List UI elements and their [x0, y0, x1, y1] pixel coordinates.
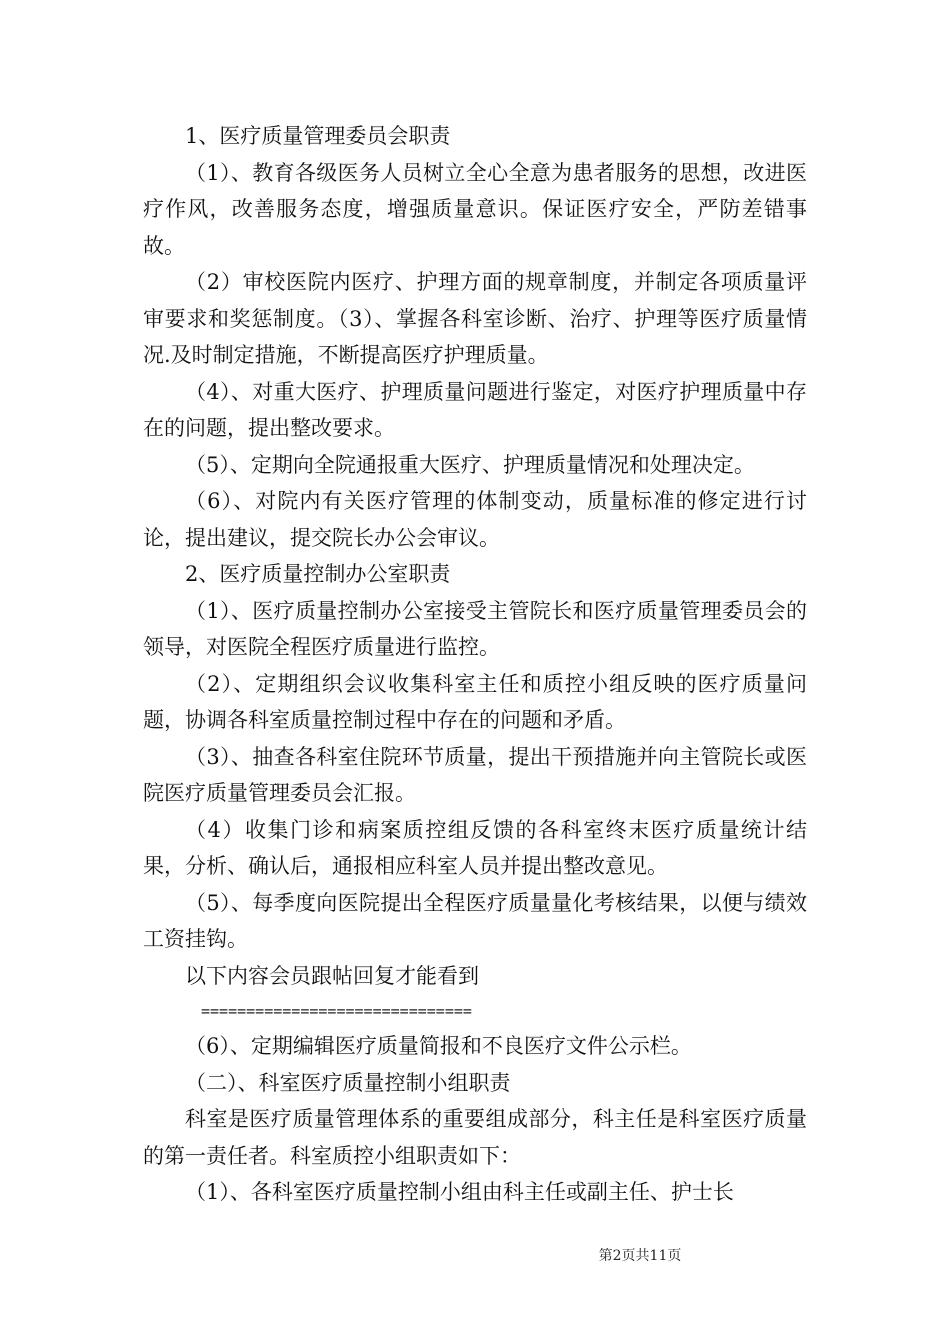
- section-heading: 1、医疗质量管理委员会职责: [185, 124, 451, 148]
- paragraph: （1）、教育各级医务人员树立全心全意为患者服务的思想，改进医疗作风，改善服务态度，增强质量意识。保证医疗安全，严防差错事故。: [143, 160, 807, 258]
- paragraph: （6）、对院内有关医疗管理的体制变动，质量标准的修定进行讨论，提出建议，提交院长办公会审议。: [143, 489, 807, 550]
- paragraph: （2）审校医院内医疗、护理方面的规章制度，并制定各项质量评审要求和奖惩制度。（3）、掌握各科室诊断、治疗、护理等医疗质量情况.及时制定措施，不断提高医疗护理质量。: [143, 270, 807, 367]
- paragraph: （1）、医疗质量控制办公室接受主管院长和医疗质量管理委员会的领导，对医院全程医疗质量进行监控。: [143, 598, 807, 659]
- section-heading: 2、医疗质量控制办公室职责: [185, 562, 451, 586]
- paragraph: （5）、每季度向医院提出全程医疗质量量化考核结果，以便与绩效工资挂钩。: [143, 890, 807, 951]
- paragraph: （6）、定期编辑医疗质量简报和不良医疗文件公示栏。: [185, 1034, 692, 1058]
- paragraph: （1）、各科室医疗质量控制小组由科主任或副主任、护士长: [185, 1180, 734, 1204]
- paragraph: （3）、抽查各科室住院环节质量，提出干预措施并向主管院长或医院医疗质量管理委员会汇报。: [143, 744, 807, 805]
- paragraph: 科室是医疗质量管理体系的重要组成部分，科主任是科室医疗质量的第一责任者。科室质控小组职责如下：: [143, 1107, 807, 1168]
- separator-line: ==============================: [201, 1002, 472, 1020]
- document-body: [143, 118, 807, 1211]
- paragraph: （5）、定期向全院通报重大医疗、护理质量情况和处理决定。: [185, 452, 755, 477]
- section-heading: （二）、科室医疗质量控制小组职责: [185, 1070, 511, 1095]
- members-only-notice: 以下内容会员跟帖回复才能看到: [185, 963, 479, 988]
- paragraph: （4）、对重大医疗、护理质量问题进行鉴定，对医疗护理质量中存在的问题，提出整改要求。: [143, 379, 807, 440]
- paragraph: （2）、定期组织会议收集科室主任和质控小组反映的医疗质量问题，协调各科室质量控制过程中存在的问题和矛盾。: [143, 671, 807, 732]
- paragraph: （4）收集门诊和病案质控组反馈的各科室终末医疗质量统计结果，分析、确认后，通报相应科室人员并提出整改意见。: [143, 817, 807, 878]
- page-number-footer: 第2页共11页: [598, 1248, 682, 1264]
